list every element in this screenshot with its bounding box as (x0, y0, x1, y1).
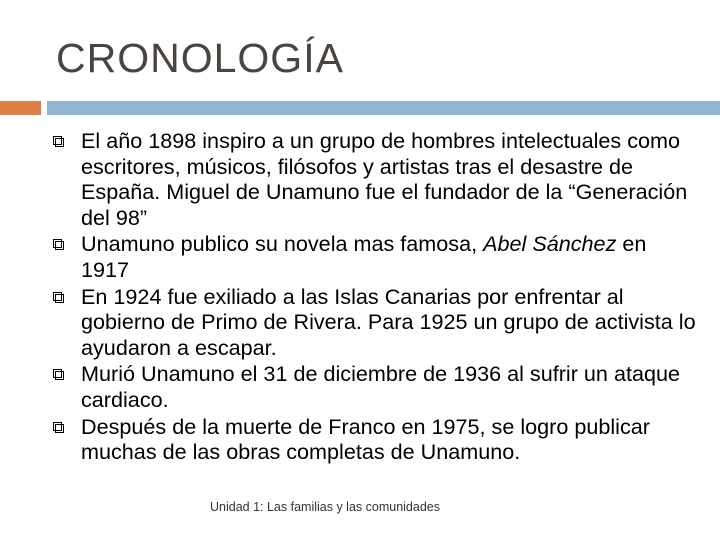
accent-bar-orange (0, 101, 41, 115)
square-bullet-icon (53, 369, 64, 380)
bullet-text-before: Unamuno publico su novela mas famosa, (81, 231, 484, 257)
square-bullet-icon (53, 136, 64, 147)
book-title: Abel Sánchez (483, 231, 617, 257)
bullet-text: Murió Unamuno el 31 de diciembre de 1936 al sufrir un ataque cardiaco. (81, 361, 680, 412)
square-bullet-icon (53, 239, 64, 250)
bullet-text-after: en 1917 (81, 231, 647, 282)
bullet-item (50, 284, 700, 361)
bullet-item (50, 361, 700, 412)
slide-title: CRONOLOGÍA (56, 35, 344, 81)
bullet-list (50, 128, 700, 466)
bullet-text: Después de la muerte de Franco en 1975, se logro publicar muchas de las obras completas de Unamuno. (81, 413, 650, 465)
bullet-text: El año 1898 inspiro a un grupo de hombres intelectuales como escritores, músicos, filósofos y artistas tras el desastre de España. Miguel de Unamuno fue el fundador de la “Generación del 98” (81, 128, 688, 230)
bullet-item (50, 414, 700, 465)
bullet-item (50, 128, 700, 230)
square-bullet-icon (53, 422, 64, 433)
bullet-item (50, 231, 700, 282)
slide-footer: Unidad 1: Las familias y las comunidades (210, 500, 440, 514)
bullet-text: En 1924 fue exiliado a las Islas Canarias por enfrentar al gobierno de Primo de Rivera. Para 1925 un grupo de activista lo ayudaron a escapar. (81, 283, 696, 360)
square-bullet-icon (53, 292, 64, 303)
accent-bar-blue (47, 101, 720, 115)
